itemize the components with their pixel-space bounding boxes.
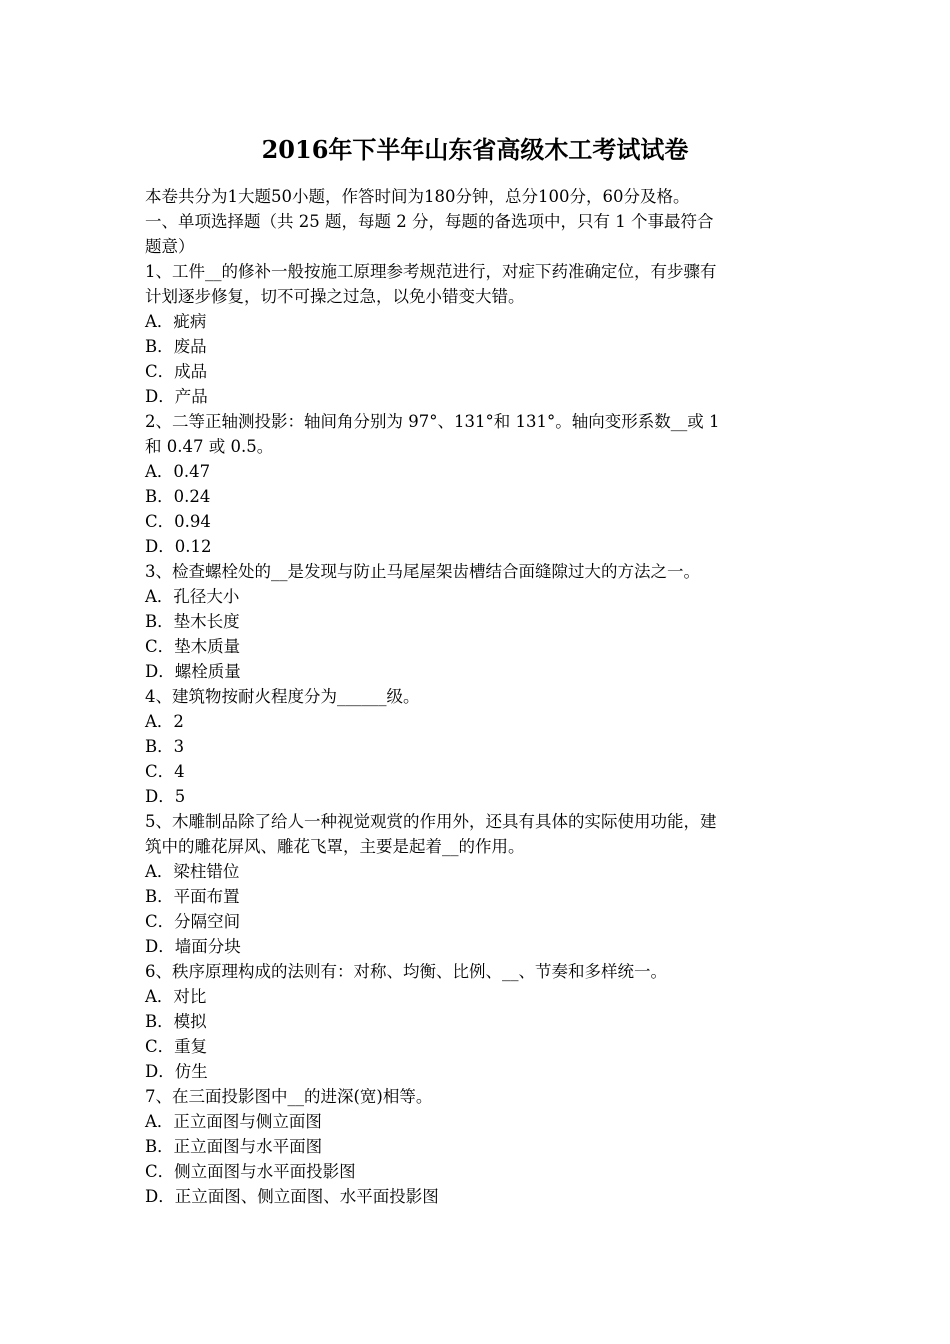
- option-a: A．0.47: [145, 462, 211, 481]
- option-d: D．墙面分块: [145, 937, 241, 956]
- option-a: A．正立面图与侧立面图: [145, 1112, 322, 1131]
- option-d: D．螺栓质量: [145, 662, 241, 681]
- option-d: D．仿生: [145, 1062, 208, 1081]
- option-b: B．正立面图与水平面图: [145, 1137, 323, 1156]
- question-text: 6、秩序原理构成的法则有：对称、均衡、比例、__、节奏和多样统一。: [145, 962, 667, 981]
- question-7: [145, 1084, 810, 1209]
- question-text: 5、木雕制品除了给人一种视觉观赏的作用外，还具有具体的实际使用功能，建: [145, 812, 717, 831]
- option-b: B．废品: [145, 337, 207, 356]
- option-d: D．0.12: [145, 537, 212, 556]
- option-c: C．垫木质量: [145, 637, 241, 656]
- option-c: C．重复: [145, 1037, 208, 1056]
- option-c: C．4: [145, 762, 185, 781]
- option-d: D．正立面图、侧立面图、水平面投影图: [145, 1187, 439, 1206]
- question-text: 筑中的雕花屏风、雕花飞罩，主要是起着__的作用。: [145, 837, 525, 856]
- option-a: A．对比: [145, 987, 207, 1006]
- option-c: C．0.94: [145, 512, 211, 531]
- exam-content: [145, 184, 810, 1209]
- option-d: D．产品: [145, 387, 208, 406]
- question-text: 4、建筑物按耐火程度分为______级。: [145, 687, 420, 706]
- option-c: C．侧立面图与水平面投影图: [145, 1162, 356, 1181]
- option-b: B．3: [145, 737, 185, 756]
- option-c: C．分隔空间: [145, 912, 241, 931]
- section-header-line-1: 一、单项选择题（共 25 题，每题 2 分，每题的备选项中，只有 1 个事最符合: [145, 212, 714, 231]
- question-text: 7、在三面投影图中__的进深(宽)相等。: [145, 1087, 433, 1106]
- question-text: 和 0.47 或 0.5。: [145, 437, 274, 456]
- question-text: 2、二等正轴测投影：轴间角分别为 97°、131°和 131°。轴向变形系数__或 1: [145, 412, 720, 431]
- option-a: A．孔径大小: [145, 587, 240, 606]
- option-b: B．0.24: [145, 487, 211, 506]
- exam-intro: 本卷共分为1大题50小题，作答时间为180分钟，总分100分，60分及格。: [145, 187, 690, 206]
- page-title: 2016年下半年山东省高级木工考试试卷: [261, 135, 689, 164]
- option-c: C．成品: [145, 362, 208, 381]
- option-b: B．平面布置: [145, 887, 240, 906]
- question-4: [145, 684, 810, 809]
- section-header-line-2: 题意）: [145, 237, 195, 256]
- question-2: [145, 409, 810, 559]
- option-a: A．2: [145, 712, 184, 731]
- question-text: 3、检查螺栓处的__是发现与防止马尾屋架齿槽结合面缝隙过大的方法之一。: [145, 562, 700, 581]
- option-a: A．梁柱错位: [145, 862, 240, 881]
- question-text: 计划逐步修复，切不可操之过急，以免小错变大错。: [145, 287, 525, 306]
- option-a: A．疵病: [145, 312, 207, 331]
- option-d: D．5: [145, 787, 186, 806]
- question-text: 1、工件__的修补一般按施工原理参考规范进行，对症下药准确定位，有步骤有: [145, 262, 717, 281]
- option-b: B．垫木长度: [145, 612, 240, 631]
- question-6: [145, 959, 810, 1084]
- question-5: [145, 809, 810, 959]
- option-b: B．模拟: [145, 1012, 207, 1031]
- question-3: [145, 559, 810, 684]
- question-1: [145, 259, 810, 409]
